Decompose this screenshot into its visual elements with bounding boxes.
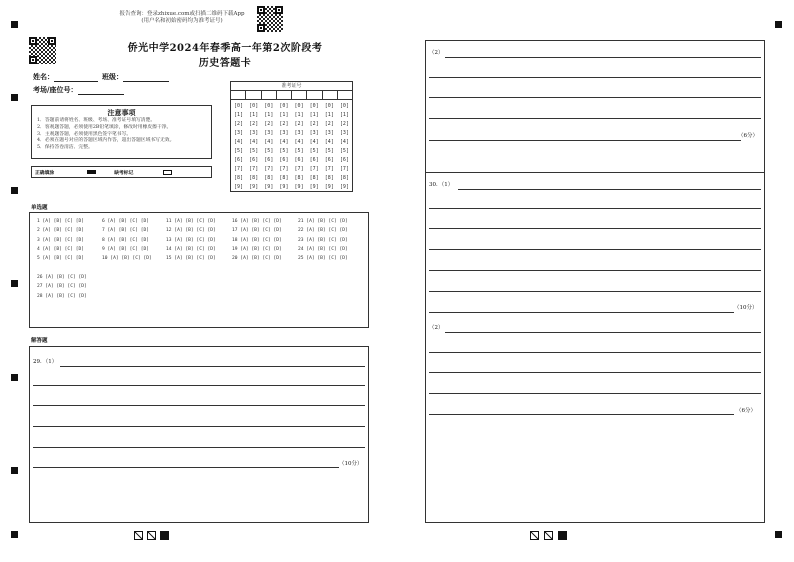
answer-line[interactable] xyxy=(429,118,761,119)
timing-mark xyxy=(11,531,18,538)
class-input-line[interactable] xyxy=(123,74,169,82)
answer-line[interactable] xyxy=(445,332,761,333)
exam-id-bubble[interactable]: [9] xyxy=(264,184,274,191)
mc-question-row[interactable]: 23 [A] [B] [C] [D] xyxy=(298,237,348,243)
exam-id-bubble[interactable]: [8] xyxy=(234,175,244,182)
exam-id-bubble[interactable]: [7] xyxy=(309,166,319,173)
mc-question-row[interactable]: 14 [A] [B] [C] [D] xyxy=(166,246,216,252)
name-input-line[interactable] xyxy=(54,74,98,82)
exam-id-column[interactable] xyxy=(292,100,307,192)
q30-answer-box[interactable] xyxy=(425,172,765,523)
exam-id-bubble[interactable]: [0] xyxy=(234,103,244,109)
room-label: 考场/座位号： xyxy=(33,85,78,94)
notice-item: 2．客观题答题，必须使用2B铅笔填涂，修改时用橡皮擦干净。 xyxy=(37,124,172,130)
exam-id-column[interactable] xyxy=(231,100,246,192)
mc-question-row[interactable]: 9 [A] [B] [C] [D] xyxy=(102,246,150,252)
exam-id-bubble[interactable]: [6] xyxy=(249,157,259,164)
mc-question-row[interactable]: 25 [A] [B] [C] [D] xyxy=(298,256,348,262)
timing-mark xyxy=(775,21,782,28)
exam-id-bubble[interactable]: [0] xyxy=(294,103,304,109)
exam-id-bubble[interactable]: [3] xyxy=(339,130,349,137)
exam-id-bubble[interactable]: [2] xyxy=(249,121,259,128)
timing-mark xyxy=(11,187,18,194)
report-note xyxy=(112,11,252,25)
slash-mark xyxy=(147,531,156,540)
exam-id-bubble[interactable]: [7] xyxy=(264,166,274,173)
mc-question-row[interactable]: 21 [A] [B] [C] [D] xyxy=(298,219,348,224)
exam-id-bubble[interactable]: [9] xyxy=(309,184,319,191)
exam-id-bubble[interactable]: [8] xyxy=(279,175,289,182)
title-line2: 历史答题卡 xyxy=(198,58,252,69)
answer-line[interactable] xyxy=(33,385,365,386)
answer-line[interactable] xyxy=(445,57,761,58)
exam-id-bubble[interactable]: [4] xyxy=(249,139,259,146)
exam-id-bubble[interactable]: [5] xyxy=(339,148,349,155)
absent-label: 缺考标记 xyxy=(114,169,134,176)
exam-id-bubble[interactable]: [5] xyxy=(294,148,304,155)
q29-answer-box[interactable] xyxy=(29,346,369,523)
mc-question-row[interactable]: 22 [A] [B] [C] [D] xyxy=(298,228,348,234)
exam-id-bubble[interactable]: [6] xyxy=(279,157,289,164)
exam-id-bubble[interactable]: [3] xyxy=(324,130,334,137)
q30-part2-score: （6分） xyxy=(736,408,756,414)
slash-mark xyxy=(134,531,143,540)
exam-id-bubble[interactable]: [6] xyxy=(294,157,304,164)
mc-question-row[interactable]: 17 [A] [B] [C] [D] xyxy=(232,228,282,234)
timing-mark xyxy=(11,280,18,287)
exam-id-bubble[interactable]: [5] xyxy=(264,148,274,155)
exam-id-bubble[interactable]: [6] xyxy=(234,157,244,164)
exam-id-bubble[interactable]: [6] xyxy=(309,157,319,164)
answer-line[interactable] xyxy=(429,291,761,292)
exam-id-bubble[interactable]: [3] xyxy=(249,130,259,137)
exam-id-bubble[interactable]: [8] xyxy=(249,175,259,182)
app-qr-code xyxy=(257,6,283,32)
answer-line[interactable] xyxy=(429,414,734,415)
slash-mark xyxy=(530,531,539,540)
mc-section-label: 单选题 xyxy=(31,205,48,211)
exam-id-bubble[interactable]: [9] xyxy=(234,184,244,191)
exam-id-grid[interactable] xyxy=(230,81,353,192)
exam-id-bubble[interactable]: [4] xyxy=(309,139,319,146)
slash-mark xyxy=(544,531,553,540)
exam-id-bubble[interactable]: [2] xyxy=(279,121,289,128)
q29-part1-label: 29．（1） xyxy=(33,359,58,365)
exam-id-bubble[interactable]: [1] xyxy=(249,112,259,119)
answer-line[interactable] xyxy=(33,447,365,448)
name-field[interactable] xyxy=(33,72,169,82)
mc-question-row[interactable]: 8 [A] [B] [C] [D] xyxy=(102,237,150,243)
exam-id-bubble[interactable]: [7] xyxy=(279,166,289,173)
exam-id-bubble[interactable]: [8] xyxy=(294,175,304,182)
q29-part2-box[interactable] xyxy=(425,40,765,172)
answer-line[interactable] xyxy=(33,405,365,406)
exam-id-bubble[interactable]: [4] xyxy=(234,139,244,146)
exam-id-bubble[interactable]: [6] xyxy=(324,157,334,164)
exam-id-bubble[interactable]: [3] xyxy=(234,130,244,137)
notice-box xyxy=(31,105,212,159)
answer-line[interactable] xyxy=(33,467,339,468)
exam-id-bubble[interactable]: [7] xyxy=(249,166,259,173)
exam-id-title: 准考证号 xyxy=(231,82,352,91)
exam-id-bubble[interactable]: [3] xyxy=(264,130,274,137)
exam-id-write-row[interactable] xyxy=(231,91,352,100)
notice-item: 1．答题前请将姓名、班级、考场、准考证号填写清楚。 xyxy=(37,118,156,123)
mc-question-row[interactable]: 1 [A] [B] [C] [D] xyxy=(37,219,85,224)
mc-question-row[interactable]: 3 [A] [B] [C] [D] xyxy=(37,237,85,243)
exam-id-bubble[interactable]: [6] xyxy=(339,157,349,164)
timing-mark xyxy=(11,374,18,381)
timing-mark xyxy=(11,21,18,28)
exam-id-bubble[interactable]: [9] xyxy=(339,184,349,191)
mc-question-row[interactable]: 27 [A] [B] [C] [D] xyxy=(37,284,87,290)
exam-id-bubble[interactable]: [2] xyxy=(309,121,319,128)
exam-id-bubble[interactable]: [8] xyxy=(309,175,319,182)
exam-id-bubble[interactable]: [0] xyxy=(309,103,319,109)
exam-id-bubble[interactable]: [5] xyxy=(279,148,289,155)
exam-id-bubble[interactable]: [3] xyxy=(294,130,304,137)
timing-mark xyxy=(11,94,18,101)
exam-id-bubble[interactable]: [7] xyxy=(324,166,334,173)
q30-part1-label: 30．（1） xyxy=(429,182,454,188)
exam-id-column[interactable] xyxy=(322,100,337,192)
exam-id-column[interactable] xyxy=(261,100,276,192)
answer-line[interactable] xyxy=(429,393,761,394)
notice-title: 注意事项 xyxy=(107,108,136,117)
report-note-line2: (用户名和初始密码均为准考证号) xyxy=(141,18,223,24)
exam-id-bubble[interactable]: [8] xyxy=(339,175,349,182)
room-input-line[interactable] xyxy=(78,87,124,95)
exam-id-bubble[interactable]: [1] xyxy=(339,112,349,119)
answer-line[interactable] xyxy=(458,189,761,190)
exam-id-bubble[interactable]: [2] xyxy=(264,121,274,128)
exam-id-column[interactable] xyxy=(276,100,291,192)
exam-id-bubble[interactable]: [7] xyxy=(339,166,349,173)
answer-line[interactable] xyxy=(33,426,365,427)
exam-id-bubble[interactable]: [6] xyxy=(264,157,274,164)
exam-id-bubble[interactable]: [4] xyxy=(324,139,334,146)
exam-id-bubble[interactable]: [3] xyxy=(279,130,289,137)
exam-id-bubble[interactable]: [2] xyxy=(234,121,244,128)
fill-legend xyxy=(31,166,212,178)
exam-id-bubble[interactable]: [1] xyxy=(234,112,244,119)
title-line1: 侨光中学2024年春季高一年第2次阶段考 xyxy=(127,43,323,54)
exam-id-bubble[interactable]: [4] xyxy=(339,139,349,146)
exam-id-bubble[interactable]: [0] xyxy=(339,103,349,109)
mc-question-row[interactable]: 13 [A] [B] [C] [D] xyxy=(166,237,216,243)
exam-id-bubble[interactable]: [9] xyxy=(249,184,259,191)
answer-line[interactable] xyxy=(429,372,761,373)
answer-line[interactable] xyxy=(429,140,741,141)
notice-item: 5．保持答卷清洁、完整。 xyxy=(37,145,93,151)
notice-item: 3．主观题答题，必须使用黑色签字笔书写。 xyxy=(37,131,132,137)
timing-mark xyxy=(558,531,567,540)
exam-id-bubble[interactable]: [1] xyxy=(279,112,289,119)
exam-id-bubble[interactable]: [7] xyxy=(294,166,304,173)
exam-id-bubble[interactable]: [1] xyxy=(309,112,319,119)
exam-id-bubble[interactable]: [1] xyxy=(324,112,334,119)
exam-id-bubble[interactable]: [2] xyxy=(339,121,349,128)
answer-line[interactable] xyxy=(429,249,761,250)
timing-mark xyxy=(775,531,782,538)
exam-id-bubble[interactable]: [8] xyxy=(324,175,334,182)
answer-line[interactable] xyxy=(429,352,761,353)
exam-id-bubble[interactable]: [5] xyxy=(249,148,259,155)
mc-question-row[interactable]: 18 [A] [B] [C] [D] xyxy=(232,237,282,243)
mc-question-row[interactable]: 11 [A] [B] [C] [D] xyxy=(166,219,216,224)
exam-id-bubble[interactable]: [4] xyxy=(294,139,304,146)
exam-id-bubble[interactable]: [0] xyxy=(324,103,334,109)
exam-id-bubble[interactable]: [1] xyxy=(294,112,304,119)
exam-id-bubble[interactable]: [1] xyxy=(264,112,274,119)
absent-checkbox[interactable] xyxy=(163,170,172,175)
exam-id-column[interactable] xyxy=(246,100,261,192)
mc-question-row[interactable]: 2 [A] [B] [C] [D] xyxy=(37,228,85,234)
exam-id-column[interactable] xyxy=(307,100,322,192)
answer-line[interactable] xyxy=(429,77,761,78)
q29-part2-score: （6分） xyxy=(738,133,758,139)
timing-mark xyxy=(160,531,169,540)
student-qr-code xyxy=(29,37,56,64)
notice-item: 4．必须在题号对应的答题区域内作答，超出答题区域书写无效。 xyxy=(37,138,175,144)
exam-id-bubble[interactable]: [2] xyxy=(294,121,304,128)
answer-line[interactable] xyxy=(429,208,761,209)
name-label: 姓名： xyxy=(33,72,54,81)
exam-id-bubble[interactable]: [9] xyxy=(294,184,304,191)
q30-part2-label: （2） xyxy=(429,325,444,331)
mc-question-row[interactable]: 19 [A] [B] [C] [D] xyxy=(232,246,282,252)
mc-question-row[interactable]: 26 [A] [B] [C] [D] xyxy=(37,275,87,280)
exam-id-bubble[interactable]: [2] xyxy=(324,121,334,128)
answer-line[interactable] xyxy=(429,228,761,229)
answer-line[interactable] xyxy=(429,97,761,98)
room-field[interactable] xyxy=(33,85,124,95)
mc-question-row[interactable]: 5 [A] [B] [C] [D] xyxy=(37,256,85,262)
correct-fill-sample xyxy=(87,170,96,174)
answer-line[interactable] xyxy=(429,312,734,313)
q30-part1-score: （10分） xyxy=(734,305,758,311)
exam-id-bubble[interactable]: [0] xyxy=(279,103,289,109)
mc-question-row[interactable]: 15 [A] [B] [C] [D] xyxy=(166,256,216,262)
exam-id-bubble[interactable]: [4] xyxy=(279,139,289,146)
exam-id-bubble[interactable]: [9] xyxy=(279,184,289,191)
mc-question-row[interactable]: 12 [A] [B] [C] [D] xyxy=(166,228,216,234)
exam-id-bubble[interactable]: [5] xyxy=(324,148,334,155)
exam-id-bubbles[interactable] xyxy=(231,100,352,192)
q29-part2-label: （2） xyxy=(429,50,444,56)
mc-question-row[interactable]: 28 [A] [B] [C] [D] xyxy=(37,293,87,299)
page-title xyxy=(100,39,350,69)
exam-id-bubble[interactable]: [0] xyxy=(249,103,259,109)
mc-question-row[interactable]: 16 [A] [B] [C] [D] xyxy=(232,219,282,224)
essay-section-label: 解答题 xyxy=(31,338,48,344)
exam-id-bubble[interactable]: [0] xyxy=(264,103,274,109)
mc-question-row[interactable]: 10 [A] [B] [C] [D] xyxy=(102,256,152,262)
answer-line[interactable] xyxy=(429,270,761,271)
mc-question-row[interactable]: 20 [A] [B] [C] [D] xyxy=(232,256,282,262)
exam-id-bubble[interactable]: [5] xyxy=(234,148,244,155)
exam-id-bubble[interactable]: [4] xyxy=(264,139,274,146)
exam-id-column[interactable] xyxy=(337,100,352,192)
exam-id-bubble[interactable]: [9] xyxy=(324,184,334,191)
mc-answer-area[interactable] xyxy=(29,212,369,328)
class-label: 班级： xyxy=(102,72,123,81)
mc-question-row[interactable]: 6 [A] [B] [C] [D] xyxy=(102,219,150,224)
exam-id-bubble[interactable]: [5] xyxy=(309,148,319,155)
exam-id-bubble[interactable]: [7] xyxy=(234,166,244,173)
timing-mark xyxy=(11,467,18,474)
correct-fill-label: 正确填涂 xyxy=(35,169,55,176)
mc-question-row[interactable]: 7 [A] [B] [C] [D] xyxy=(102,228,150,234)
mc-question-row[interactable]: 4 [A] [B] [C] [D] xyxy=(37,246,85,252)
exam-id-bubble[interactable]: [3] xyxy=(309,130,319,137)
exam-id-bubble[interactable]: [8] xyxy=(264,175,274,182)
q29-part1-score: （10分） xyxy=(339,461,363,467)
mc-question-row[interactable]: 24 [A] [B] [C] [D] xyxy=(298,246,348,252)
report-note-line1: 报告查询：登录zhixue.com或扫描二维码下载App xyxy=(119,11,245,17)
answer-line[interactable] xyxy=(60,366,365,367)
